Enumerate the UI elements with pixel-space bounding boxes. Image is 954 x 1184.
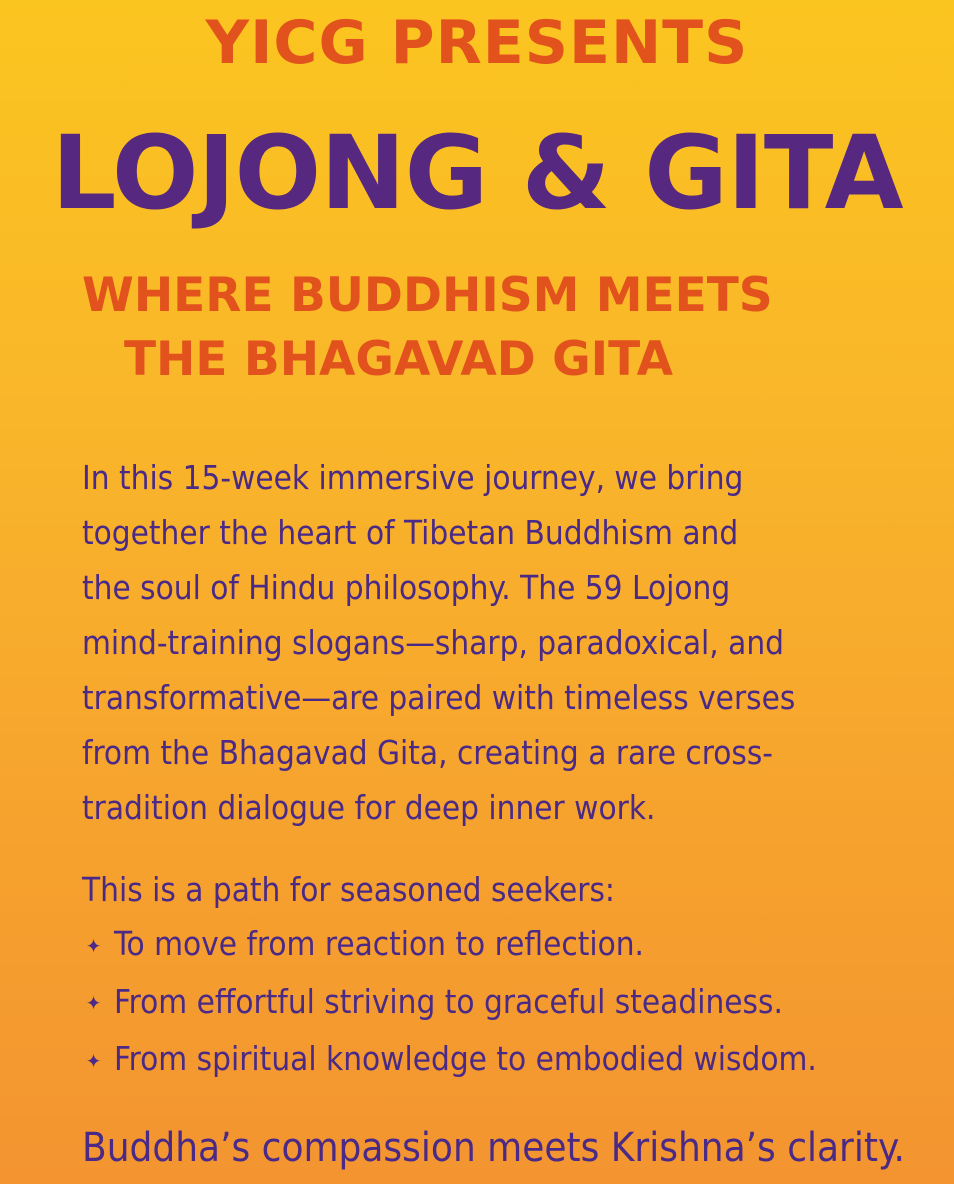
tagline: Buddha’s compassion meets Krishna’s clarity. xyxy=(82,1125,905,1171)
description-line: the soul of Hindu philosophy. The 59 Lojong xyxy=(82,568,731,607)
bullet-text: To move from reaction to reflection. xyxy=(114,924,644,963)
list-item xyxy=(86,916,817,974)
description-line: mind-training slogans—sharp, paradoxical, and xyxy=(82,623,785,662)
description-line: In this 15-week immersive journey, we bring xyxy=(82,458,744,497)
subtitle-line-2: THE BHAGAVAD GITA xyxy=(124,332,673,387)
description-paragraph xyxy=(82,450,902,835)
bullet-text: From effortful striving to graceful steadiness. xyxy=(114,981,783,1021)
description-line: from the Bhagavad Gita, creating a rare cross- xyxy=(82,733,774,772)
presenter-heading: YICG PRESENTS xyxy=(205,8,749,78)
list-item xyxy=(86,1031,817,1089)
path-bullet-list xyxy=(86,916,817,1089)
sparkle-bullet-icon: ✦ xyxy=(86,991,102,1015)
list-item xyxy=(86,974,817,1032)
sparkle-bullet-icon: ✦ xyxy=(86,1048,102,1073)
page-title: LOJONG & GITA xyxy=(51,114,903,233)
path-intro: This is a path for seasoned seekers: xyxy=(82,870,615,909)
description-line: transformative—are paired with timeless verses xyxy=(82,678,796,717)
sparkle-bullet-icon: ✦ xyxy=(86,933,102,958)
subtitle-line-1: WHERE BUDDHISM MEETS xyxy=(82,268,773,323)
subtitle xyxy=(82,264,773,392)
description-line: tradition dialogue for deep inner work. xyxy=(82,788,656,827)
bullet-text: From spiritual knowledge to embodied wisdom. xyxy=(114,1039,817,1078)
description-line: together the heart of Tibetan Buddhism and xyxy=(82,513,739,552)
